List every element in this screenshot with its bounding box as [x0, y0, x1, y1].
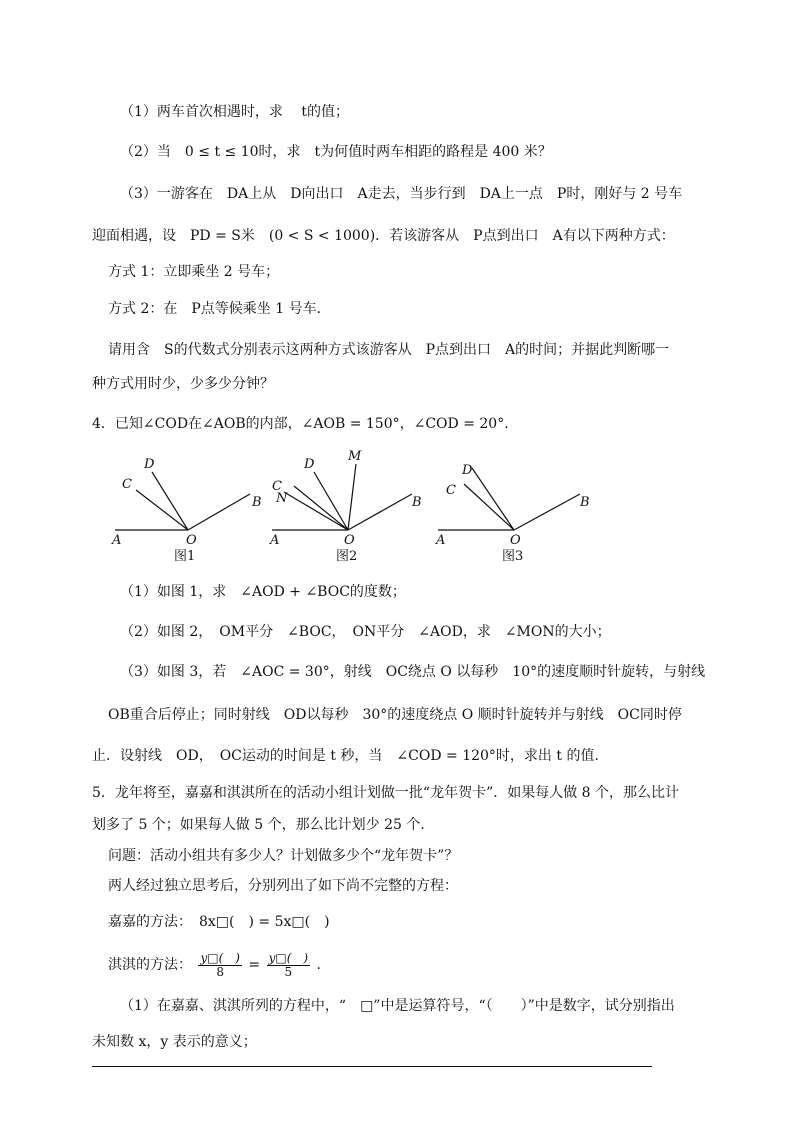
fig3-label-d: D — [462, 463, 473, 478]
q4-figures — [100, 448, 620, 568]
q5-qiqi-method — [108, 950, 321, 980]
q5-stem-line1: 5．龙年将至，嘉嘉和淇淇所在的活动小组计划做一批“龙年贺卡”．如果每人做 8 个，那么比计 — [92, 785, 680, 801]
fig1-caption: 图1 — [174, 549, 196, 564]
fig3-label-c: C — [446, 483, 456, 498]
fig2-label-n: N — [276, 491, 288, 506]
q3-part2: （2）当 0 ≤ t ≤ 10时，求 t为何值时两车相距的路程是 400 米？ — [120, 144, 552, 160]
fig3-label-b: B — [580, 495, 590, 510]
qiqi-left-denominator: 8 — [216, 964, 225, 979]
fig1-label-c: C — [122, 477, 132, 492]
answer-underline — [92, 1066, 652, 1067]
q5-jiajia-method: 嘉嘉的方法： 8x□( ) = 5x□( ) — [108, 914, 330, 930]
q4-part3-line2: OB重合后停止；同时射线 OD以每秒 30°的速度绕点 O 顺时针旋转并与射线 OC同时停 — [108, 707, 682, 723]
q5-stem-line2: 划多了 5 个；如果每人做 5 个，那么比计划少 25 个． — [92, 817, 435, 833]
fig2-label-c: C — [272, 479, 282, 494]
qiqi-right-denominator: 5 — [284, 964, 293, 979]
fig3-label-a: A — [436, 533, 446, 548]
q3-part3-line2: 迎面相遇，设 PD = S米 (0 < S < 1000)．若该游客从 P点到出口 A有以下两种方式： — [92, 228, 675, 244]
q3-ask-line1: 请用含 S的代数式分别表示这两种方式该游客从 P点到出口 A的时间；并据此判断哪一 — [108, 342, 670, 358]
q4-part1: （1）如图 1，求 ∠AOD + ∠BOC的度数； — [120, 584, 406, 600]
fig2-label-b: B — [412, 495, 422, 510]
qiqi-fraction-right — [267, 952, 310, 979]
qiqi-label: 淇淇的方法： — [108, 957, 192, 973]
q4-part2: （2）如图 2， OM平分 ∠BOC， ON平分 ∠AOD，求 ∠MON的大小； — [120, 624, 611, 640]
fig2-label-o: O — [344, 533, 355, 548]
fig3-caption: 图3 — [502, 549, 524, 564]
q4-stem: 4．已知∠COD在∠AOB的内部，∠AOB = 150°，∠COD = 20°. — [92, 416, 509, 432]
qiqi-right-numerator: y□( ) — [268, 950, 309, 965]
q3-ask-line2: 种方式用时少，少多少分钟？ — [92, 376, 274, 392]
fig2-caption: 图2 — [336, 549, 358, 564]
fig2-label-m: M — [348, 449, 362, 464]
q3-way1: 方式 1：立即乘坐 2 号车； — [108, 264, 280, 280]
fig2-label-a: A — [270, 533, 280, 548]
qiqi-left-numerator: y□( ) — [200, 950, 240, 965]
fig1-label-o: O — [186, 533, 197, 548]
fig1-label-b: B — [252, 495, 262, 510]
fig1-label-d: D — [144, 457, 155, 472]
q3-way2: 方式 2：在 P点等候乘坐 1 号车． — [108, 301, 331, 317]
q4-part3-line1: （3）如图 3，若 ∠AOC = 30°，射线 OC绕点 O 以每秒 10°的速度顺时针旋转，与射线 — [120, 664, 706, 680]
angle-diagrams — [100, 448, 620, 568]
q5-part1-line1: （1）在嘉嘉、淇淇所列的方程中，“ □”中是运算符号，“（ ）”中是数字，试分别指出 — [120, 998, 675, 1014]
fig1-label-a: A — [112, 533, 122, 548]
q5-part1-line2: 未知数 x，y 表示的意义； — [92, 1034, 257, 1050]
q5-intro: 两人经过独立思考后，分别列出了如下尚不完整的方程： — [108, 878, 458, 894]
q3-part3-line1: （3）一游客在 DA上从 D向出口 A走去，当步行到 DA上一点 P时，刚好与 2 号车 — [120, 186, 683, 202]
q3-part1: （1）两车首次相遇时，求 t的值； — [120, 104, 349, 120]
q4-part3-line3: 止．设射线 OD， OC运动的时间是 t 秒，当 ∠COD = 120°时，求出 t 的值． — [92, 748, 609, 764]
qiqi-fraction-left — [198, 952, 241, 979]
q5-problem: 问题：活动小组共有多少人？计划做多少个“龙年贺卡”？ — [108, 848, 459, 864]
qiqi-period: . — [316, 957, 321, 973]
qiqi-equals: = — [248, 957, 261, 973]
fig2-label-d: D — [304, 457, 315, 472]
fig3-label-o: O — [510, 533, 521, 548]
